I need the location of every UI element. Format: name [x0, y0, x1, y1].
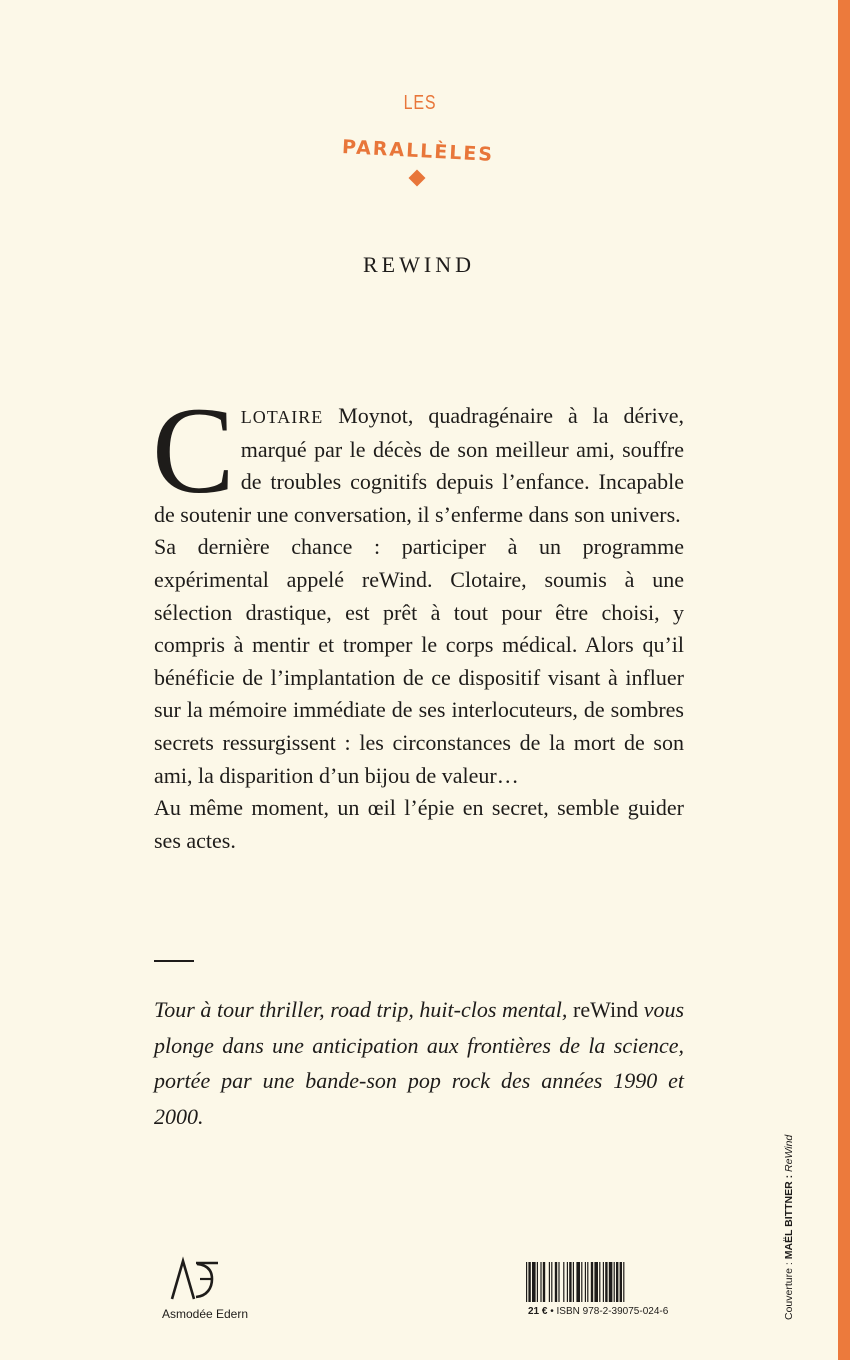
credit-artist: MAËL BITTNER :	[783, 1174, 795, 1260]
blurb-paragraph-1: Moynot, quadragénaire à la dérive, marqué par le décès de son meilleur ami, souffre de troubles cognitifs depuis l’enfance. Incapable de soutenir une conversation, il s’enferme dans son univers.	[154, 403, 684, 527]
back-cover-blurb	[152, 382, 684, 857]
tagline	[154, 992, 684, 1134]
drop-cap: C	[152, 382, 235, 519]
price-isbn-line	[528, 1306, 688, 1317]
blurb-paragraph-3: Au même moment, un œil l’épie en secret, semble guider ses actes.	[154, 795, 684, 853]
series-label-top: LES	[403, 92, 437, 114]
credit-work: ReWind	[783, 1134, 795, 1172]
tagline-part-2: vous plonge dans une anticipation aux frontières de la science, portée par une bande-son pop rock des années 1990 et 2000.	[154, 997, 685, 1129]
series-name: PARALLÈLES	[341, 136, 495, 166]
credit-label: Couverture :	[783, 1262, 795, 1320]
publisher-logo-icon	[150, 1255, 260, 1303]
cover-credit	[783, 1135, 795, 1320]
barcode-icon	[524, 1262, 682, 1302]
small-caps-name: LOTAIRE	[240, 407, 324, 427]
tagline-part-1: Tour à tour thriller, road trip, huit-clos mental,	[154, 997, 568, 1022]
tagline-title-mention: reWind	[573, 997, 639, 1022]
diamond-ornament-icon	[409, 170, 426, 187]
book-title: REWIND	[363, 252, 475, 277]
section-divider	[154, 960, 194, 962]
publisher-logo-text: AE	[205, 1302, 207, 1303]
blurb-paragraph-2: Sa dernière chance : participer à un programme expérimental appelé reWind. Clotaire, soumis à une sélection drastique, est prêt à tout pour être choisi, y compris à mentir et tromper le corps médical. Alors qu’il bénéficie de l’implantation de ce dispositif visant à influer sur la mémoire immédiate de ses interlocuteurs, de sombres secrets ressurgissent : les circonstances de la mort de son ami, la disparition d’un bijou de valeur…	[154, 534, 684, 788]
price: 21 €	[528, 1306, 548, 1317]
spine-color-strip	[838, 0, 850, 1360]
publisher-name: Asmodée Edern	[161, 1307, 249, 1321]
isbn: • ISBN 978-2-39075-024-6	[550, 1306, 669, 1317]
